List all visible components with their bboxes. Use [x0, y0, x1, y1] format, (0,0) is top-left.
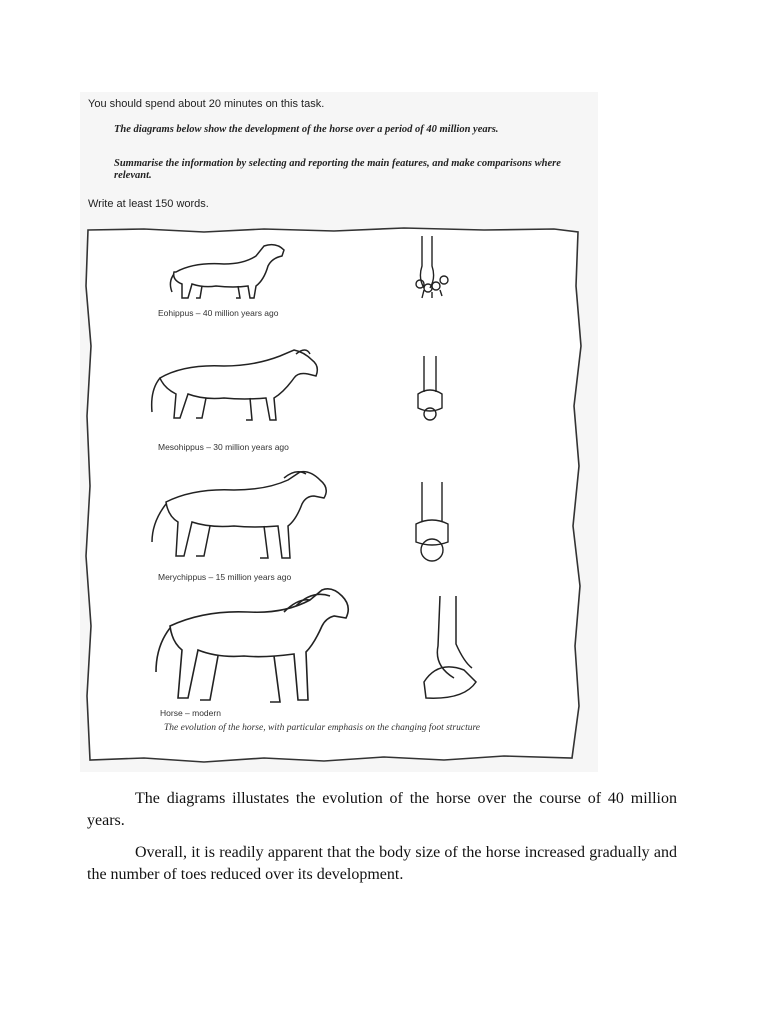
figure-caption: The evolution of the horse, with particular emphasis on the changing foot structure	[164, 723, 481, 733]
time-instruction: You should spend about 20 minutes on this task.	[88, 98, 325, 110]
caption-mesohippus: Mesohippus – 30 million years ago	[158, 442, 289, 452]
essay-paragraph-2	[87, 842, 677, 886]
task-instruction: Summarise the information by selecting and reporting the main features, and make comparisons where relevant.	[114, 158, 561, 181]
diagram-drawing	[84, 226, 584, 764]
essay-paragraph-2-text: Overall, it is readily apparent that the body size of the horse increased gradually and the number of toes reduced over its development.	[87, 844, 677, 883]
essay-paragraph-1	[87, 788, 677, 832]
caption-eohippus: Eohippus – 40 million years ago	[158, 308, 279, 318]
essay-paragraph-1-text: The diagrams illustates the evolution of the horse over the course of 40 million years.	[87, 790, 677, 829]
caption-merychippus: Merychippus – 15 million years ago	[158, 572, 292, 582]
task-prompt: The diagrams below show the development of the horse over a period of 40 million years.	[114, 124, 499, 135]
word-limit: Write at least 150 words.	[88, 198, 209, 210]
horse-evolution-diagram	[84, 226, 584, 764]
caption-modern-horse: Horse – modern	[160, 708, 221, 718]
